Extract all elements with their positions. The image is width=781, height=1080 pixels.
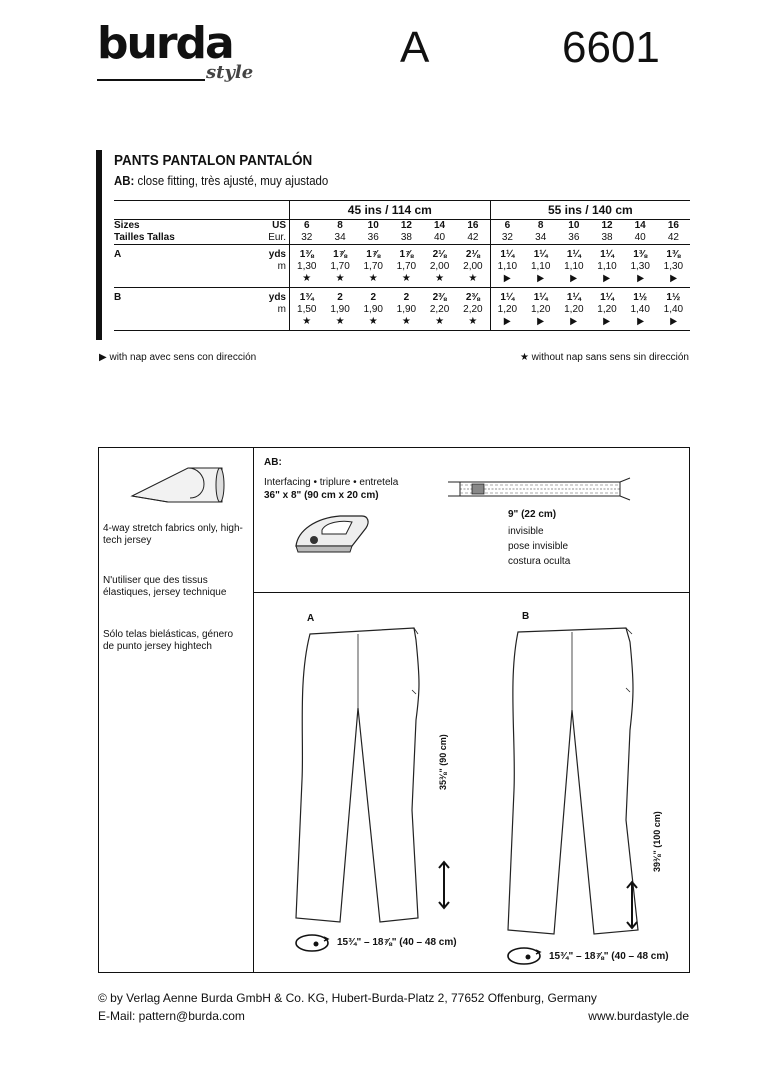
eur-size: 36	[557, 232, 590, 245]
eur-size: 32	[490, 232, 524, 245]
row-b-label: B	[114, 292, 122, 303]
sizes-label-2: Tailles Tallas	[114, 232, 264, 245]
m-value: 2,20	[429, 304, 450, 315]
yds-value: 2⅛	[456, 245, 490, 262]
nap-mark: ▶	[592, 273, 622, 288]
m-value: 1,50	[297, 304, 317, 315]
view-a-label: A	[307, 613, 315, 624]
m-value: 1,30	[663, 261, 684, 272]
yds-value: 1¼	[533, 292, 548, 303]
yds-value: 1⅞	[366, 249, 381, 260]
zipper-icon	[446, 474, 636, 504]
interfacing-size: 36" x 8" (90 cm x 20 cm)	[264, 490, 379, 501]
yds-value: 2⅛	[432, 249, 447, 260]
yds-value: 2⅜	[432, 292, 447, 303]
nap-mark: ▶	[658, 273, 688, 288]
m-value: 1,40	[663, 304, 684, 315]
notions-views: AB:	[264, 457, 282, 468]
zipper-text-fr: pose invisible	[508, 541, 569, 552]
us-size: 16	[667, 220, 679, 231]
yds-value: 2	[403, 292, 410, 303]
footer-email: E-Mail: pattern@burda.com	[98, 1009, 245, 1023]
row-a-label: A	[114, 249, 122, 260]
nap-mark: ▶	[658, 316, 688, 331]
nap-mark: ▶	[625, 316, 655, 331]
nap-mark: ★	[290, 316, 324, 331]
m-value: 1,90	[330, 304, 350, 315]
yds-value: 2⅜	[456, 288, 490, 305]
fabric-roll-icon	[128, 462, 228, 512]
m-value: 1,30	[297, 261, 317, 272]
yds-value: 1½	[666, 292, 681, 303]
m-value: 1,20	[530, 304, 551, 315]
yds-value: 1¼	[533, 249, 548, 260]
nap-mark: ★	[357, 316, 390, 331]
m-value: 1,40	[630, 304, 650, 315]
yds-value: 1¼	[600, 292, 614, 303]
m-value: 1,10	[497, 261, 518, 272]
zipper-text-es: costura oculta	[508, 556, 571, 567]
footer-copyright: © by Verlag Aenne Burda GmbH & Co. KG, Hubert-Burda-Platz 2, 77652 Offenburg, Germany	[98, 991, 597, 1005]
width-45-header: 45 ins / 114 cm	[290, 201, 491, 220]
us-size: 14	[433, 220, 446, 231]
m-value: 1,70	[330, 261, 350, 272]
eur-size: 42	[456, 232, 490, 245]
zipper-size: 9" (22 cm)	[508, 509, 557, 520]
section-bar	[96, 150, 102, 340]
yds-value: 1¼	[566, 292, 581, 303]
m-value: 1,20	[597, 304, 617, 315]
variant-letter: A	[400, 23, 430, 72]
pants-a-drawing	[290, 620, 430, 930]
eur-size: 34	[524, 232, 557, 245]
interfacing-label: Interfacing • triplure • entretela	[264, 477, 399, 488]
nap-mark: ▶	[625, 273, 655, 288]
unit-yds: yds	[264, 245, 290, 262]
nap-mark: ★	[290, 273, 324, 288]
fabric-text-es: Sólo telas bielásticas, género de punto jersey hightech	[103, 629, 234, 652]
yds-value: 1⅜	[633, 249, 648, 260]
length-arrow-icon	[624, 880, 640, 930]
us-size: 8	[337, 220, 343, 231]
yds-value: 1⅞	[333, 249, 348, 260]
legend-with-nap: ▶ with nap avec sens con dirección	[99, 352, 257, 363]
m-value: 1,10	[530, 261, 551, 272]
garment-subtitle	[114, 173, 328, 188]
nap-mark: ★	[456, 316, 490, 331]
nap-mark: ★	[456, 273, 490, 288]
nap-mark: ▶	[492, 273, 523, 288]
yds-value: 1¼	[600, 249, 614, 260]
nap-mark: ▶	[592, 316, 622, 331]
unit-eur: Eur.	[264, 232, 290, 245]
unit-m: m	[264, 261, 290, 273]
nap-mark: ★	[357, 273, 390, 288]
eur-size: 38	[390, 232, 423, 245]
m-value: 2,00	[429, 261, 450, 272]
nap-mark: ▶	[526, 316, 556, 331]
m-value: 1,30	[630, 261, 650, 272]
view-a-length: 35⅜" (90 cm)	[438, 734, 448, 790]
yds-value: 1¼	[566, 249, 581, 260]
hem-circumference-icon	[294, 932, 334, 954]
view-b-label: B	[522, 611, 530, 622]
us-size: 6	[504, 220, 511, 231]
m-value: 1,10	[597, 261, 617, 272]
box-divider-vertical	[253, 447, 254, 972]
yds-value: 1⅜	[299, 249, 314, 260]
view-a-hem: 15¾" – 18⅞" (40 – 48 cm)	[337, 937, 457, 948]
yds-value: 2	[337, 292, 343, 303]
nap-mark: ★	[423, 316, 456, 331]
width-55-header: 55 ins / 140 cm	[490, 201, 690, 220]
us-size: 6	[303, 220, 310, 231]
nap-mark: ★	[324, 316, 357, 331]
nap-mark: ★	[390, 316, 423, 331]
garment-fit: close fitting, très ajusté, muy ajustado	[137, 173, 329, 188]
m-value: 1,10	[564, 261, 584, 272]
m-value: 1,20	[564, 304, 584, 315]
yds-value: 1½	[633, 292, 648, 303]
garment-views: AB:	[114, 173, 135, 188]
sizes-label: Sizes	[114, 220, 140, 231]
nap-mark: ▶	[559, 273, 589, 288]
us-size: 10	[568, 220, 580, 231]
yds-value: 1⅞	[399, 249, 414, 260]
brand-logo: burda	[97, 18, 233, 69]
nap-mark: ▶	[526, 273, 556, 288]
eur-size: 40	[624, 232, 657, 245]
garment-title: PANTS PANTALON PANTALÓN	[114, 152, 313, 169]
logo-underline	[97, 79, 205, 81]
m-value: 2,20	[456, 304, 490, 316]
us-size: 8	[537, 220, 544, 231]
yds-value: 1¼	[500, 292, 515, 303]
nap-mark: ▶	[559, 316, 589, 331]
brand-sub-logo: style	[206, 62, 254, 83]
unit-yds: yds	[264, 288, 290, 305]
legend-without-nap: ★ without nap sans sens sin dirección	[519, 352, 689, 363]
us-size: 12	[601, 220, 613, 231]
fabric-text-en: 4-way stretch fabrics only, high-tech jersey	[103, 523, 243, 546]
nap-mark: ▶	[492, 316, 523, 331]
m-value: 1,70	[363, 261, 383, 272]
eur-size: 34	[324, 232, 357, 245]
us-size: 10	[367, 220, 379, 231]
m-value: 1,90	[363, 304, 383, 315]
pattern-number: 6601	[562, 23, 660, 72]
unit-us: US	[264, 220, 290, 233]
eur-size: 36	[357, 232, 390, 245]
yardage-table	[114, 200, 690, 331]
m-value: 1,70	[396, 261, 417, 272]
length-arrow-icon	[436, 860, 452, 910]
yds-value: 1⅜	[666, 249, 681, 260]
m-value: 2,00	[456, 261, 490, 273]
box-divider-horizontal	[253, 592, 689, 593]
view-b-length: 39⅜" (100 cm)	[652, 811, 662, 872]
fabric-text-fr: N'utiliser que des tissus élastiques, jersey technique	[103, 575, 227, 598]
eur-size: 40	[423, 232, 456, 245]
m-value: 1,20	[497, 304, 518, 315]
us-size: 14	[634, 220, 646, 231]
yds-value: 1¼	[500, 249, 515, 260]
hem-circumference-icon	[506, 945, 546, 967]
unit-m: m	[264, 304, 290, 316]
yds-value: 1¾	[299, 292, 314, 303]
view-b-hem: 15¾" – 18⅞" (40 – 48 cm)	[549, 951, 669, 962]
eur-size: 38	[590, 232, 623, 245]
nap-mark: ★	[324, 273, 357, 288]
nap-mark: ★	[390, 273, 423, 288]
us-size: 16	[456, 220, 490, 233]
footer-website: www.burdastyle.de	[588, 1009, 689, 1023]
m-value: 1,90	[396, 304, 417, 315]
iron-icon	[292, 508, 372, 558]
zipper-text-en: invisible	[508, 526, 544, 537]
us-size: 12	[400, 220, 412, 231]
eur-size: 32	[290, 232, 324, 245]
yds-value: 2	[370, 292, 377, 303]
nap-mark: ★	[423, 273, 456, 288]
eur-size: 42	[657, 232, 690, 245]
